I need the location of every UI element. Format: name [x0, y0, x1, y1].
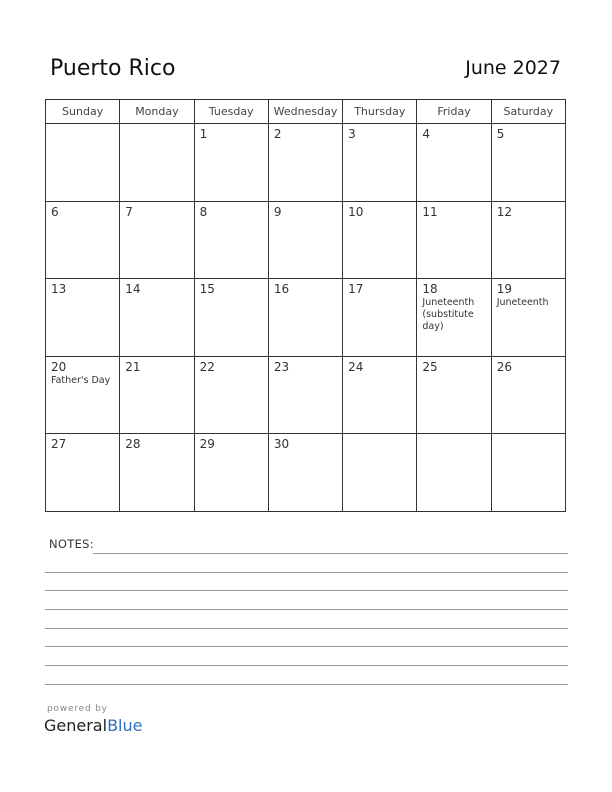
- note-line: [45, 628, 568, 629]
- day-cell: [268, 124, 342, 202]
- day-cell: [417, 124, 491, 202]
- day-number: 10: [348, 204, 364, 219]
- notes-label: NOTES:: [49, 537, 94, 551]
- day-number: 6: [51, 204, 59, 219]
- day-cell: [491, 434, 565, 512]
- day-number: 1: [199, 127, 208, 141]
- day-cell: [417, 434, 491, 512]
- day-cell: [46, 279, 120, 357]
- day-cell: [491, 279, 565, 357]
- week-row: [46, 434, 566, 512]
- day-cell: [46, 201, 120, 279]
- day-number: 4: [422, 127, 431, 141]
- day-cell: [194, 356, 268, 434]
- day-cell: [268, 434, 342, 512]
- holiday-label: Father's Day: [51, 374, 111, 386]
- day-number: 2: [273, 127, 282, 141]
- day-cell: [120, 434, 194, 512]
- note-line: [45, 665, 568, 666]
- week-row: [46, 201, 566, 279]
- day-cell: [343, 356, 417, 434]
- day-number: 3: [348, 127, 356, 141]
- day-cell: [343, 124, 417, 202]
- weekday-header-row: [46, 100, 566, 124]
- week-row: [46, 356, 566, 434]
- day-cell: [120, 356, 194, 434]
- day-cell: [46, 356, 120, 434]
- day-number: 12: [496, 204, 512, 219]
- day-number: 22: [199, 359, 215, 374]
- day-cell: [491, 356, 565, 434]
- weekday-tuesday: Tuesday: [194, 100, 268, 124]
- day-cell: [46, 124, 120, 202]
- brand-blue: Blue: [107, 716, 143, 735]
- day-cell: [491, 124, 565, 202]
- weekday-wednesday: Wednesday: [268, 100, 342, 124]
- day-cell: [194, 201, 268, 279]
- holiday-label: Juneteenth: [496, 297, 549, 309]
- calendar-grid: [45, 99, 566, 512]
- day-number: 7: [125, 204, 133, 219]
- note-line: [45, 609, 568, 610]
- week-row: [46, 124, 566, 202]
- region-title: Puerto Rico: [50, 56, 176, 81]
- day-cell: [46, 434, 120, 512]
- day-number: 13: [51, 282, 67, 297]
- day-cell: [120, 124, 194, 202]
- month-title: June 2027: [465, 57, 561, 79]
- day-number: 23: [273, 359, 290, 374]
- day-cell: [120, 201, 194, 279]
- holiday-label: Juneteenth (substitute day): [422, 297, 475, 333]
- day-cell: [343, 279, 417, 357]
- day-number: 17: [348, 282, 364, 297]
- day-number: 8: [199, 204, 208, 219]
- day-number: 24: [348, 359, 364, 374]
- weekday-saturday: Saturday: [491, 100, 565, 124]
- day-cell: [417, 356, 491, 434]
- day-cell: [120, 279, 194, 357]
- day-number: 5: [496, 127, 505, 141]
- day-cell: [343, 201, 417, 279]
- day-number: 14: [125, 282, 141, 297]
- day-number: 21: [125, 359, 141, 374]
- day-cell: [343, 434, 417, 512]
- day-cell: [268, 201, 342, 279]
- weekday-monday: Monday: [120, 100, 194, 124]
- day-number: 30: [273, 437, 290, 452]
- day-number: 26: [496, 359, 512, 374]
- day-cell: [417, 201, 491, 279]
- note-line: [45, 646, 568, 647]
- day-number: 18: [422, 282, 438, 297]
- day-cell: [491, 201, 565, 279]
- day-cell: [268, 279, 342, 357]
- day-cell: [194, 124, 268, 202]
- day-number: 16: [273, 282, 290, 297]
- day-number: 27: [51, 437, 67, 452]
- weekday-friday: Friday: [417, 100, 491, 124]
- day-number: 15: [199, 282, 215, 297]
- note-line: [45, 590, 568, 591]
- day-number: 28: [125, 437, 141, 452]
- powered-by-text: powered by: [47, 704, 108, 714]
- day-number: 29: [199, 437, 215, 452]
- note-line: [93, 553, 568, 554]
- day-cell: [194, 279, 268, 357]
- note-line: [45, 572, 568, 573]
- brand-logo: [44, 716, 142, 735]
- day-number: 11: [422, 204, 438, 219]
- weekday-sunday: Sunday: [46, 100, 120, 124]
- day-number: 25: [422, 359, 438, 374]
- weekday-thursday: Thursday: [343, 100, 417, 124]
- day-number: 20: [51, 359, 67, 374]
- day-cell: [194, 434, 268, 512]
- brand-general: General: [44, 716, 108, 735]
- week-row: [46, 279, 566, 357]
- note-line: [45, 684, 568, 685]
- day-cell: [268, 356, 342, 434]
- day-cell: [417, 279, 491, 357]
- day-number: 9: [273, 204, 282, 219]
- day-number: 19: [496, 282, 512, 297]
